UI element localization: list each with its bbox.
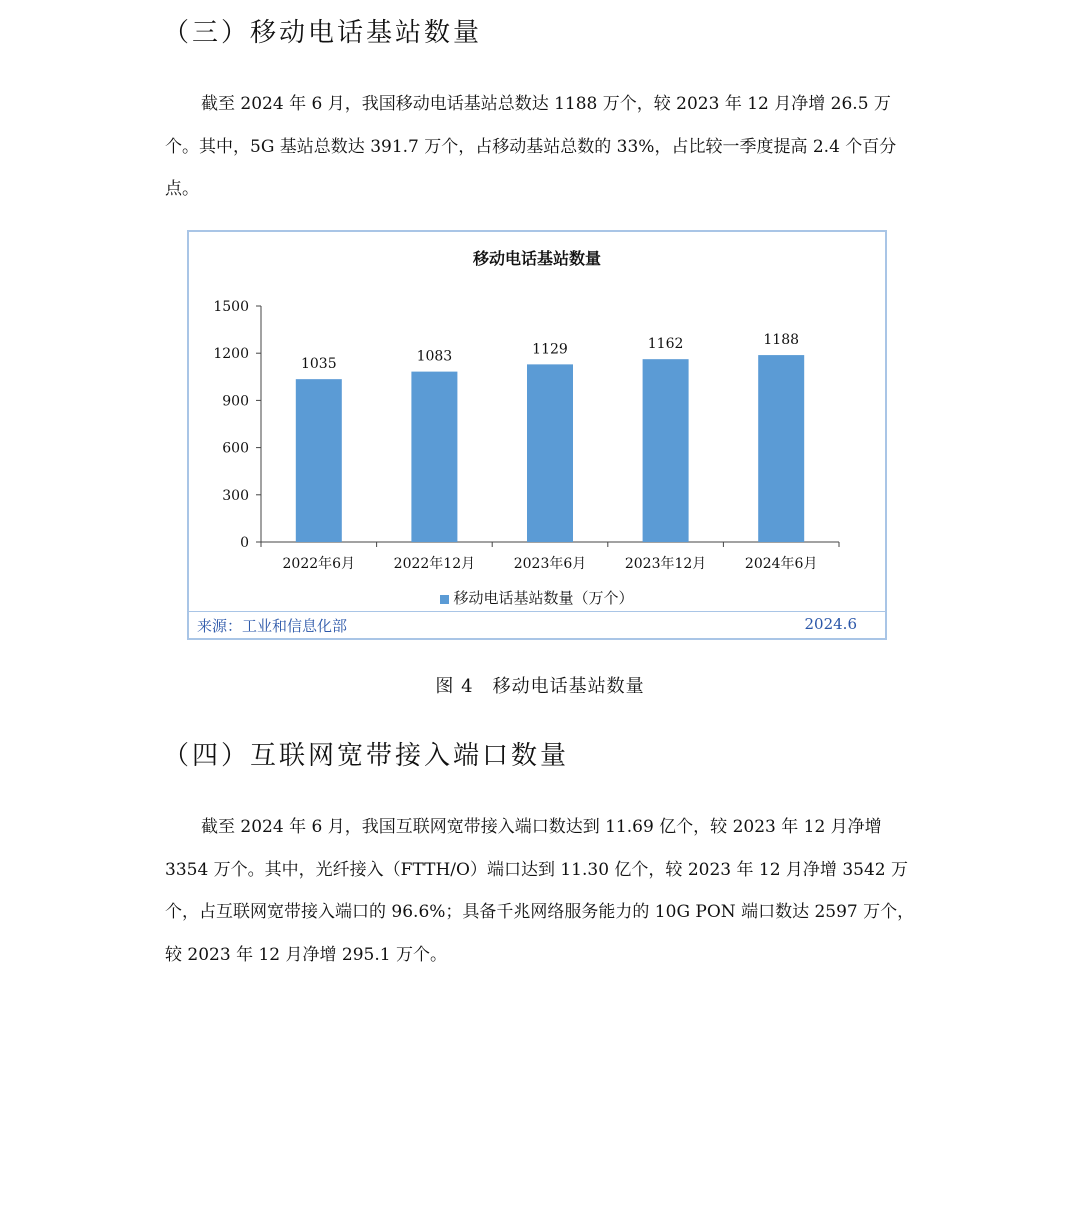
bar-value-label: 1129: [532, 341, 568, 358]
bar: [296, 379, 342, 542]
bar-value-label: 1188: [763, 332, 800, 349]
source-label: 来源：工业和信息化部: [197, 617, 348, 635]
chart-legend: [189, 587, 885, 608]
section-heading-base-stations: （三）移动电话基站数量: [163, 18, 483, 48]
x-category-label: 2023年6月: [513, 556, 587, 572]
bar: [643, 359, 689, 542]
x-category-label: 2024年6月: [744, 556, 818, 572]
bar: [758, 355, 804, 542]
y-tick-label: 900: [222, 393, 249, 410]
chart-container: [187, 230, 887, 640]
bar: [527, 364, 573, 542]
source-bar: [189, 611, 885, 638]
legend-label: 移动电话基站数量（万个）: [453, 589, 634, 607]
figure-caption: 图 4 移动电话基站数量: [435, 676, 645, 697]
y-tick-label: 0: [240, 535, 249, 551]
y-tick-label: 600: [222, 440, 249, 457]
paragraph-broadband-ports-text: 截至 2024 年 6 月，我国互联网宽带接入端口数达到 11.69 亿个，较 2023 年 12 月净增 3354 万个。其中，光纤接入（FTTH/O）端口达到 11.30 亿个，较 2023 年 12 月净增 3542 万个，占互联网宽带接入端口的 96.6%；具备千兆网络服务能力的 10G PON 端口数达 2597 万个，较 2023 年 12 月净增 295.1 万个。: [165, 817, 915, 965]
bar-value-label: 1162: [647, 336, 684, 353]
y-tick-label: 1500: [213, 299, 249, 315]
legend-swatch: [440, 595, 449, 604]
bar-chart: [189, 232, 885, 612]
bar: [411, 372, 457, 542]
bar-value-label: 1083: [416, 348, 453, 365]
paragraph-base-stations: [165, 83, 917, 211]
y-tick-label: 1200: [213, 346, 249, 363]
source-date: 2024.6: [804, 615, 857, 633]
x-category-label: 2022年6月: [282, 556, 356, 572]
x-category-label: 2023年12月: [624, 556, 707, 572]
x-category-label: 2022年12月: [393, 556, 476, 572]
chart-title: 移动电话基站数量: [472, 249, 601, 268]
bar-value-label: 1035: [300, 356, 337, 373]
section-heading-broadband-ports: （四）互联网宽带接入端口数量: [163, 741, 570, 771]
paragraph-broadband-ports: [165, 806, 917, 976]
paragraph-base-stations-text: 截至 2024 年 6 月，我国移动电话基站总数达 1188 万个，较 2023 年 12 月净增 26.5 万个。其中，5G 基站总数达 391.7 万个，占移动基站总数的 33%，占比较一季度提高 2.4 个百分点。: [165, 94, 897, 199]
y-tick-label: 300: [222, 487, 249, 504]
